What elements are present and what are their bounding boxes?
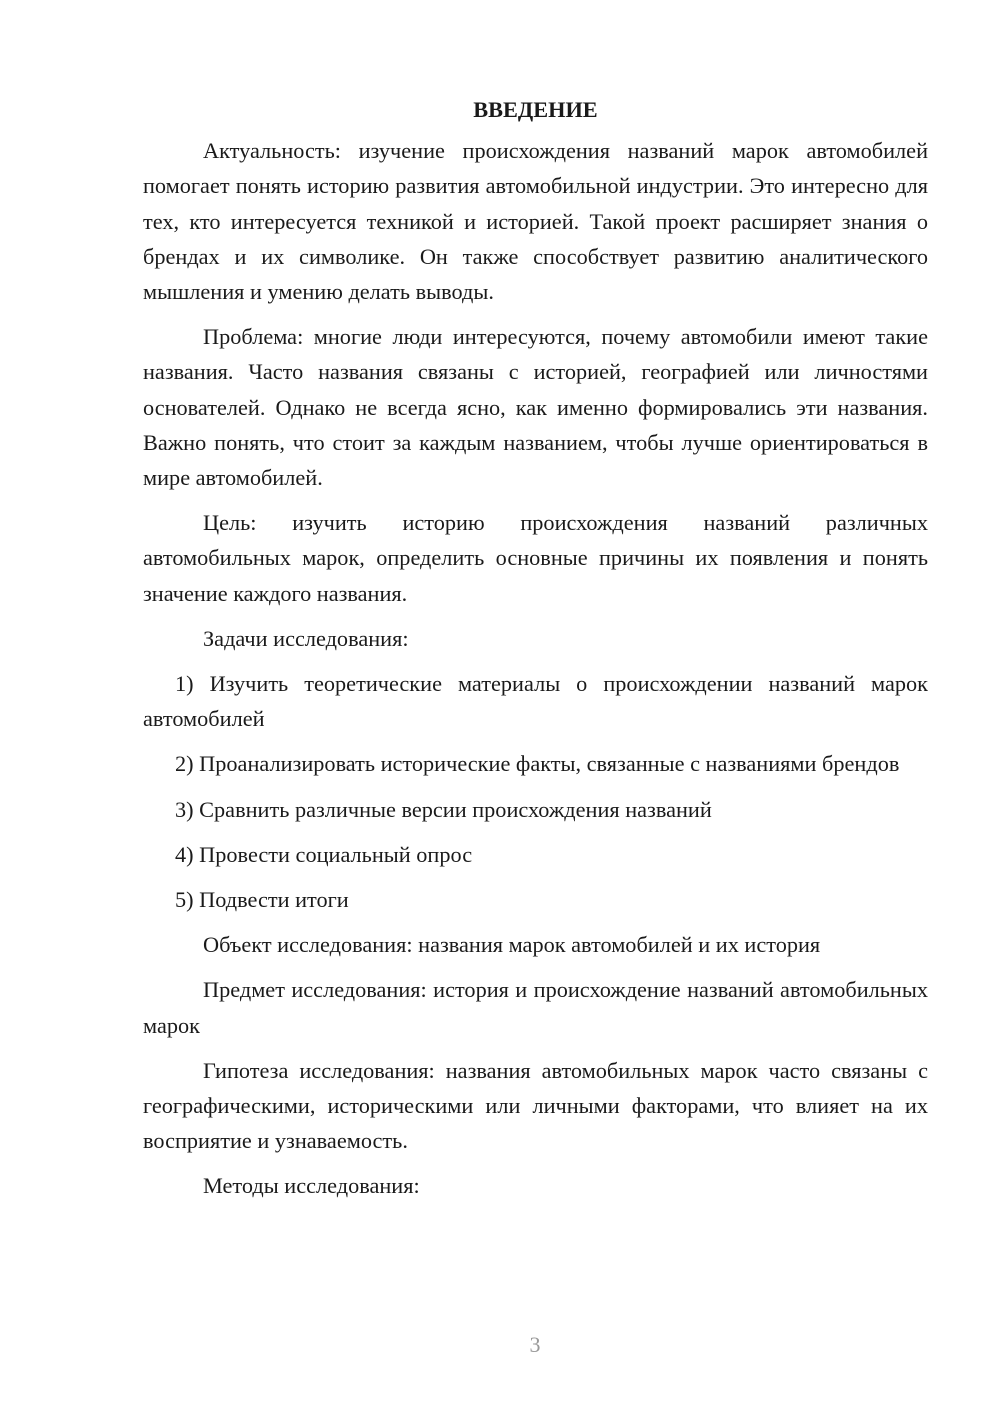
- paragraph-subject: Предмет исследования: история и происхождение названий автомобильных марок: [143, 977, 928, 1038]
- methods-heading: Методы исследования:: [203, 1173, 420, 1199]
- document-page: [143, 92, 928, 1214]
- page-title: ВВЕДЕНИЕ: [473, 97, 598, 122]
- paragraph-relevance: Актуальность: изучение происхождения названий марок автомобилей помогает понять историю развития автомобильной индустрии. Это интересно для тех, кто интересуется техникой и историей. Такой проект расширяет знания о брендах и их символике. Он также способствует развитию аналитического мышления и умению делать выводы.: [143, 138, 928, 305]
- tasks-heading: Задачи исследования:: [203, 625, 409, 651]
- paragraph-hypothesis: Гипотеза исследования: названия автомобильных марок часто связаны с географическими, историческими или личными факторами, что влияет на их восприятие и узнаваемость.: [143, 1057, 928, 1154]
- task-item-4: 4) Провести социальный опрос: [175, 841, 473, 867]
- paragraph-goal: Цель: изучить историю происхождения названий различных автомобильных марок, определить основные причины их появления и понять значение каждого названия.: [143, 510, 928, 606]
- task-item-3: 3) Сравнить различные версии происхождения названий: [175, 796, 712, 822]
- task-item-5: 5) Подвести итоги: [175, 887, 349, 913]
- task-item-2: 2) Проанализировать исторические факты, связанные с названиями брендов: [175, 751, 900, 777]
- task-item-1: 1) Изучить теоретические материалы о происхождении названий марок автомобилей: [143, 671, 928, 732]
- page-number: 3: [529, 1332, 541, 1357]
- paragraph-object: Объект исследования: названия марок автомобилей и их история: [203, 932, 821, 958]
- paragraph-problem: Проблема: многие люди интересуются, почему автомобили имеют такие названия. Часто названия связаны с историей, географией или личностями основателей. Однако не всегда ясно, как именно формировались эти названия. Важно понять, что стоит за каждым названием, чтобы лучше ориентироваться в мире автомобилей.: [143, 324, 928, 491]
